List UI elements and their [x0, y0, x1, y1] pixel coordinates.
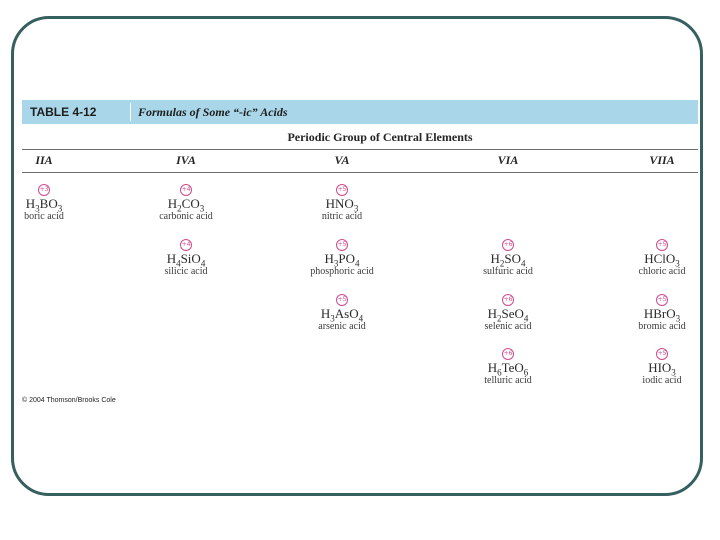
column-header-via: VIA [497, 153, 519, 167]
table-label: TABLE 4-12 [30, 105, 97, 119]
acid-name: arsenic acid [318, 321, 366, 332]
column-header-va: VA [334, 153, 350, 167]
acid-name: carbonic acid [159, 211, 213, 222]
formula: HClO$_3$ [644, 251, 680, 269]
oxidation-badge: +6 [502, 294, 514, 306]
table-banner [22, 100, 698, 124]
acid-name: iodic acid [642, 375, 682, 386]
formula: $H_3BO_3$ [25, 196, 63, 214]
formula: $H_2CO_3$ [167, 196, 205, 214]
oxidation-badge: +5 [336, 239, 348, 251]
table-title: Formulas of Some “-ic” Acids [138, 105, 288, 119]
oxidation-badge: +6 [502, 348, 514, 360]
formula: $H_4SiO_4$ [166, 251, 206, 269]
cell-boric-acid [0, 184, 94, 223]
formula: $H_6TeO_6$ [487, 360, 529, 378]
formula: HBrO$_3$ [643, 306, 681, 324]
acid-name: telluric acid [484, 375, 532, 386]
formula: $HIO_3$ [648, 360, 676, 378]
column-header-iva: IVA [176, 153, 196, 167]
oxidation-badge: +3 [38, 184, 50, 196]
column-header-viia: VIIA [649, 153, 675, 167]
group-heading: Periodic Group of Central Elements [287, 130, 473, 144]
cell-selenic-acid [458, 294, 558, 333]
oxidation-badge: +5 [656, 239, 668, 251]
acid-name: bromic acid [638, 321, 686, 332]
acid-name: phosphoric acid [310, 266, 374, 277]
cell-iodic-acid [612, 348, 712, 387]
formula: $H_3PO_4$ [324, 251, 360, 269]
formula: $H_2SO_4$ [490, 251, 526, 269]
oxidation-badge: +6 [502, 239, 514, 251]
column-header-iia: IIA [35, 153, 53, 167]
cell-sulfuric-acid [458, 239, 558, 278]
acid-name: sulfuric acid [483, 266, 533, 277]
formula: $H_2SeO_4$ [487, 306, 529, 324]
acid-name: silicic acid [164, 266, 208, 277]
acid-name: boric acid [24, 211, 64, 222]
acid-name: nitric acid [321, 211, 363, 222]
oxidation-badge: +5 [656, 294, 668, 306]
formula: $H_3AsO_4$ [320, 306, 364, 324]
cell-bromic-acid [612, 294, 712, 333]
acid-name: selenic acid [484, 321, 532, 332]
oxidation-badge: +5 [336, 184, 348, 196]
oxidation-badge: +4 [180, 184, 192, 196]
cell-silicic-acid [136, 239, 236, 278]
oxidation-badge: +4 [180, 239, 192, 251]
header-rule-top [22, 149, 698, 150]
oxidation-badge: +5 [336, 294, 348, 306]
cell-chloric-acid [612, 239, 712, 278]
cell-arsenic-acid [292, 294, 392, 333]
banner-divider [130, 103, 131, 121]
cell-carbonic-acid [136, 184, 236, 223]
header-rule-bottom [22, 172, 698, 173]
formula: $HNO_3$ [325, 196, 359, 214]
oxidation-badge: +5 [656, 348, 668, 360]
cell-nitric-acid [292, 184, 392, 223]
copyright-notice: © 2004 Thomson/Brooks Cole [22, 397, 116, 404]
cell-phosphoric-acid [292, 239, 392, 278]
cell-telluric-acid [458, 348, 558, 387]
acid-name: chloric acid [638, 266, 686, 277]
